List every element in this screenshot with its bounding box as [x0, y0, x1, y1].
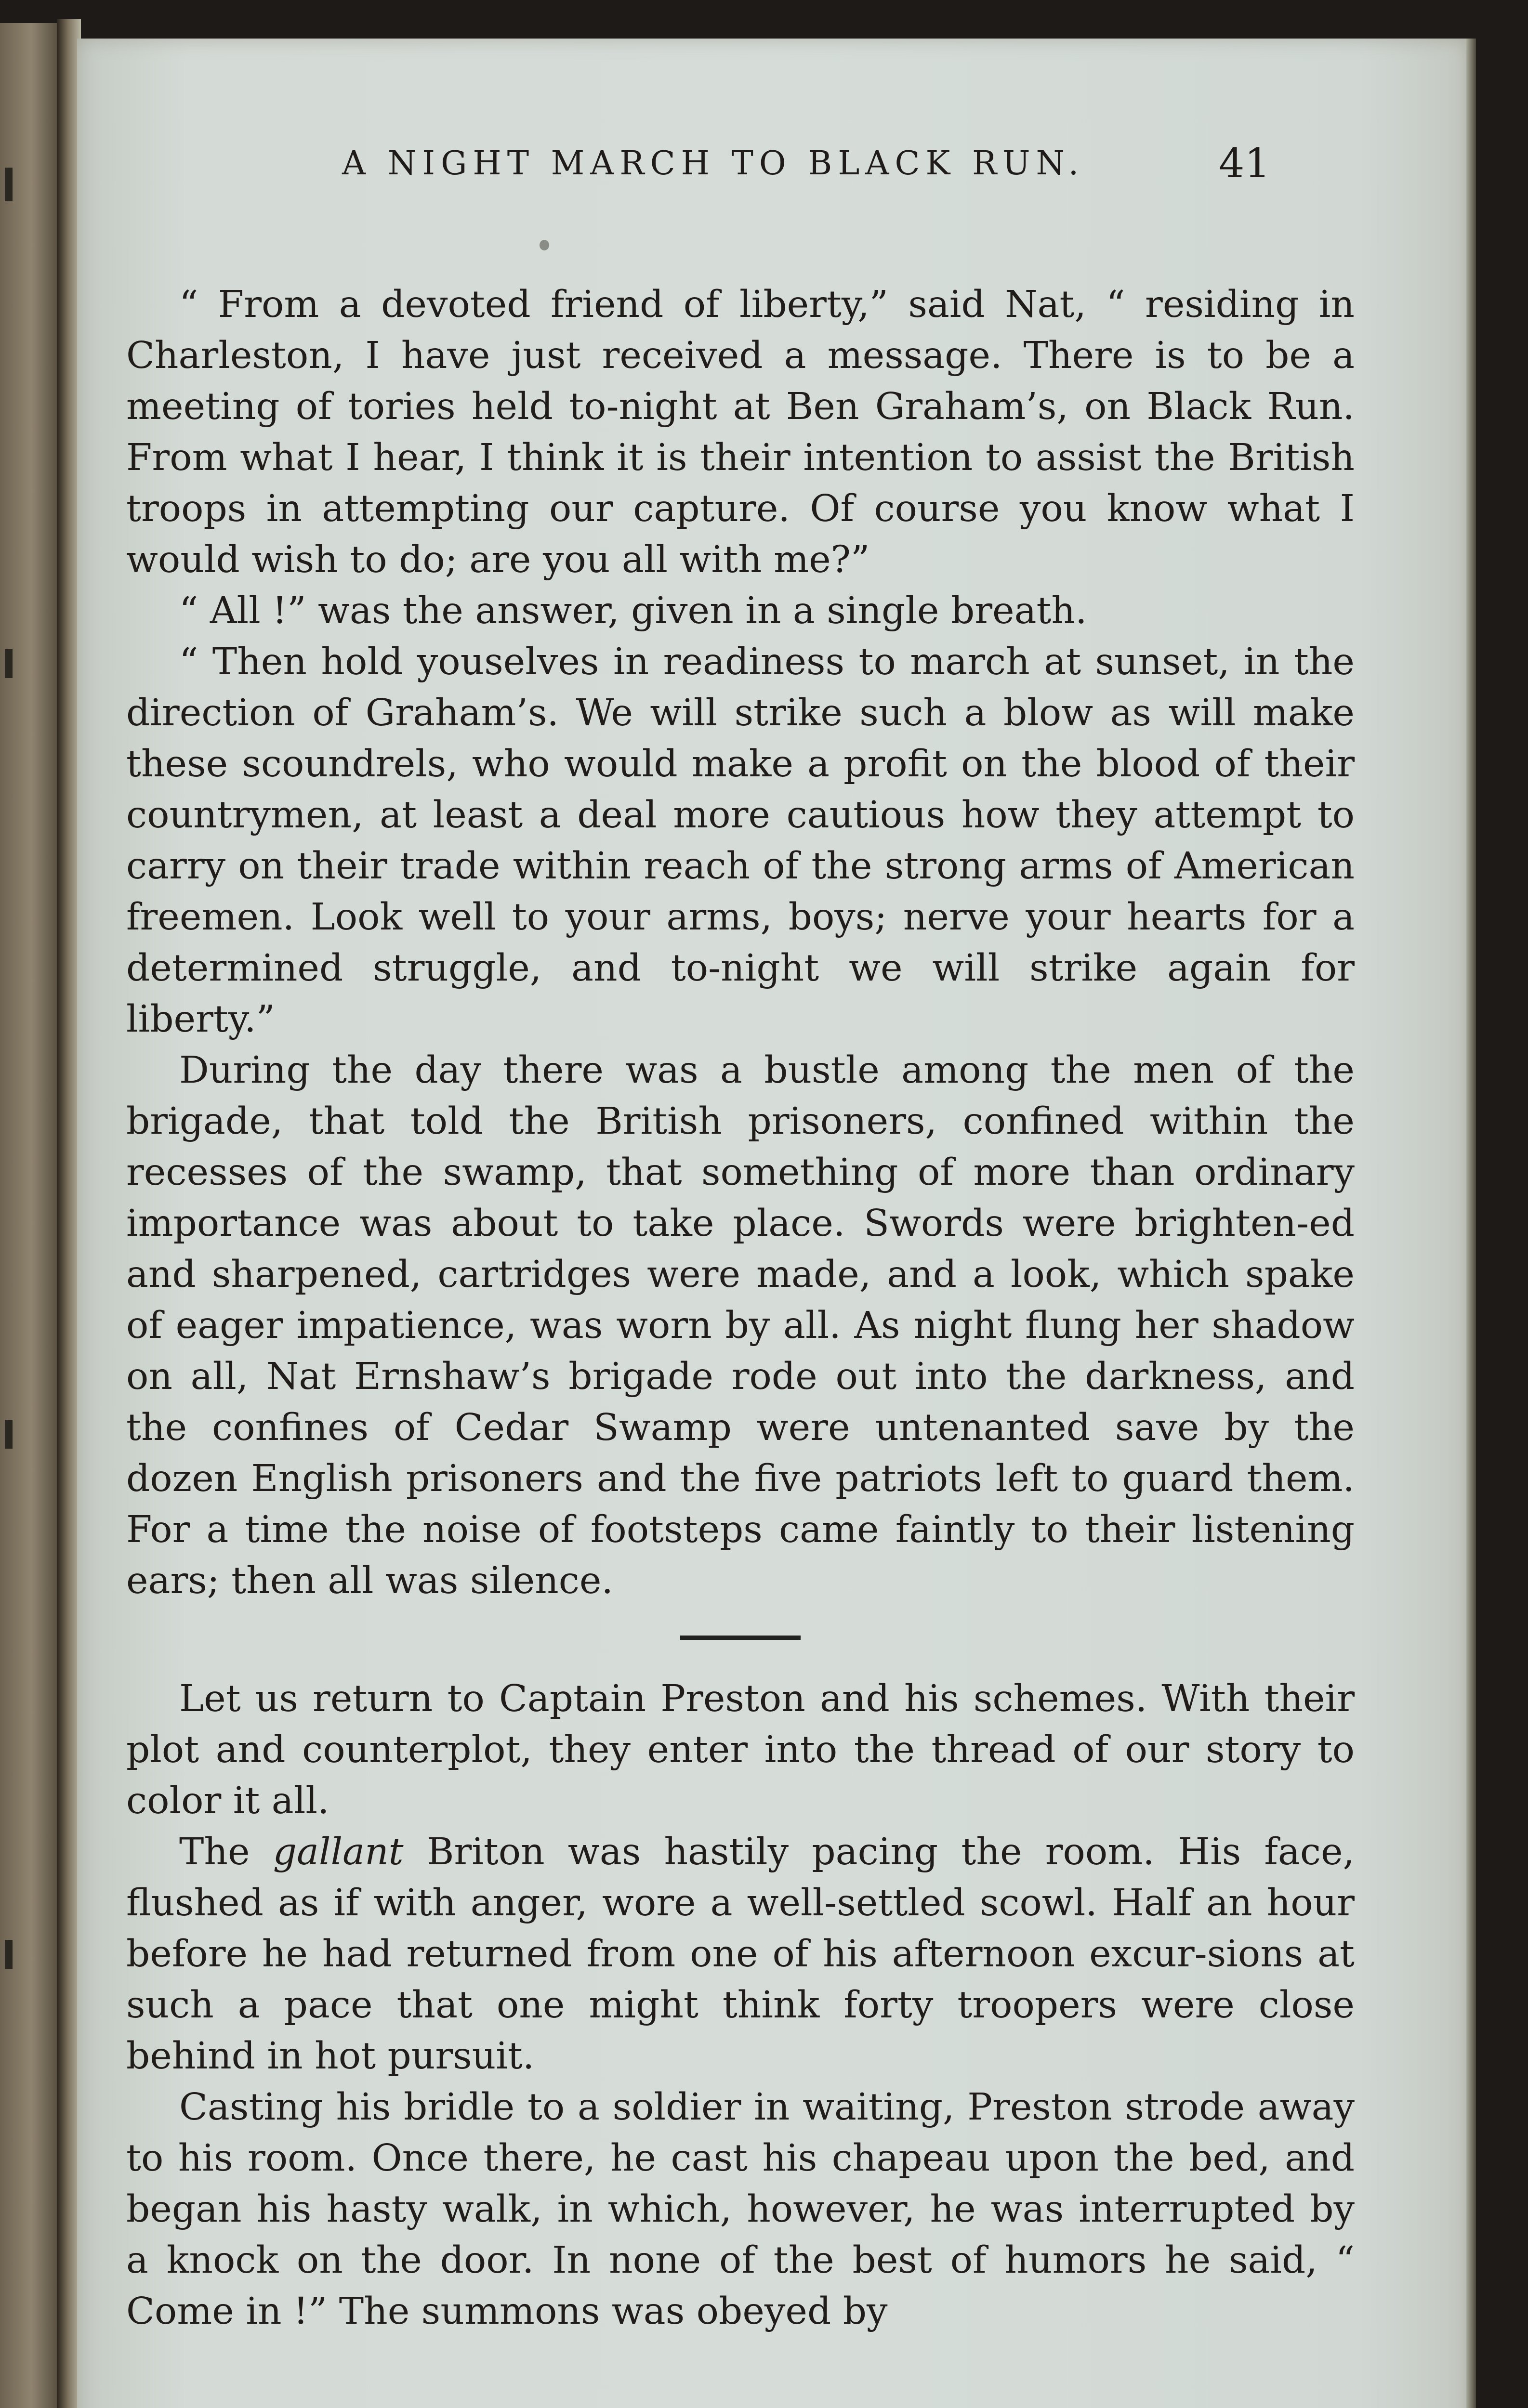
page-number: 41	[1219, 140, 1270, 187]
running-head: A NIGHT MARCH TO BLACK RUN.	[342, 144, 1085, 183]
paragraph: “ Then hold youselves in readiness to march at sunset, in the direction of Graham’s. We will strike such a blow as will make these scoundrels, who would make a profit on the blood of their countrymen, at least a deal more cautious how they attempt to carry on their trade within reach of the strong arms of American freemen. Look well to your arms, boys; nerve your hearts for a determined struggle, and to-night we will strike again for liberty.”	[126, 641, 1355, 1041]
text-run: The	[179, 1831, 273, 1873]
previous-page-text-fragment	[5, 1420, 13, 1449]
previous-page-text-fragment	[5, 649, 13, 678]
previous-page-text-fragment	[5, 1940, 13, 1969]
previous-page-edge	[0, 23, 57, 2408]
paragraph: Casting his bridle to a soldier in waiting, Preston strode away to his room. Once there, he cast his chapeau upon the bed, and began his hasty walk, in which, however, he was interrupted by a knock on the door. In none of the best of humors he said, “ Come in !” The summons was obeyed by	[126, 2086, 1355, 2333]
paragraph: “ From a devoted friend of liberty,” said Nat, “ residing in Charleston, I have just received a message. There is to be a meeting of tories held to-night at Ben Graham’s, on Black Run. From what I hear, I think it is their intention to assist the British troops in attempting our capture. Of course you know what I would wish to do; are you all with me?”	[126, 283, 1355, 581]
body-text	[126, 279, 1355, 2337]
section-divider	[680, 1636, 801, 1640]
paragraph: “ All !” was the answer, given in a single breath.	[179, 589, 1087, 632]
paragraph	[126, 1827, 1355, 2082]
text-run: Briton was hastily pacing the room. His face, flushed as if with anger, wore a well-settled scowl. Half an hour before he had returned from one of his afternoon excur-sions at such a pace that one might think forty troopers were close behind in hot pursuit.	[126, 1831, 1355, 2078]
paragraph: During the day there was a bustle among the men of the brigade, that told the British prisoners, confined within the recesses of the swamp, that something of more than ordinary importance was about to take place. Swords were brighten-ed and sharpened, cartridges were made, and a look, which spake of eager impatience, was worn by all. As night flung her shadow on all, Nat Ernshaw’s brigade rode out into the darkness, and the confines of Cedar Swamp were untenanted save by the dozen English prisoners and the five patriots left to guard them. For a time the noise of footsteps came faintly to their listening ears; then all was silence.	[126, 1049, 1355, 1602]
italic-word: gallant	[273, 1831, 404, 1873]
previous-page-text-fragment	[5, 168, 13, 201]
paragraph: Let us return to Captain Preston and his schemes. With their plot and counterplot, they enter into the thread of our story to color it all.	[126, 1677, 1355, 1822]
page-edge	[1466, 39, 1476, 2408]
ink-spot	[540, 240, 549, 250]
